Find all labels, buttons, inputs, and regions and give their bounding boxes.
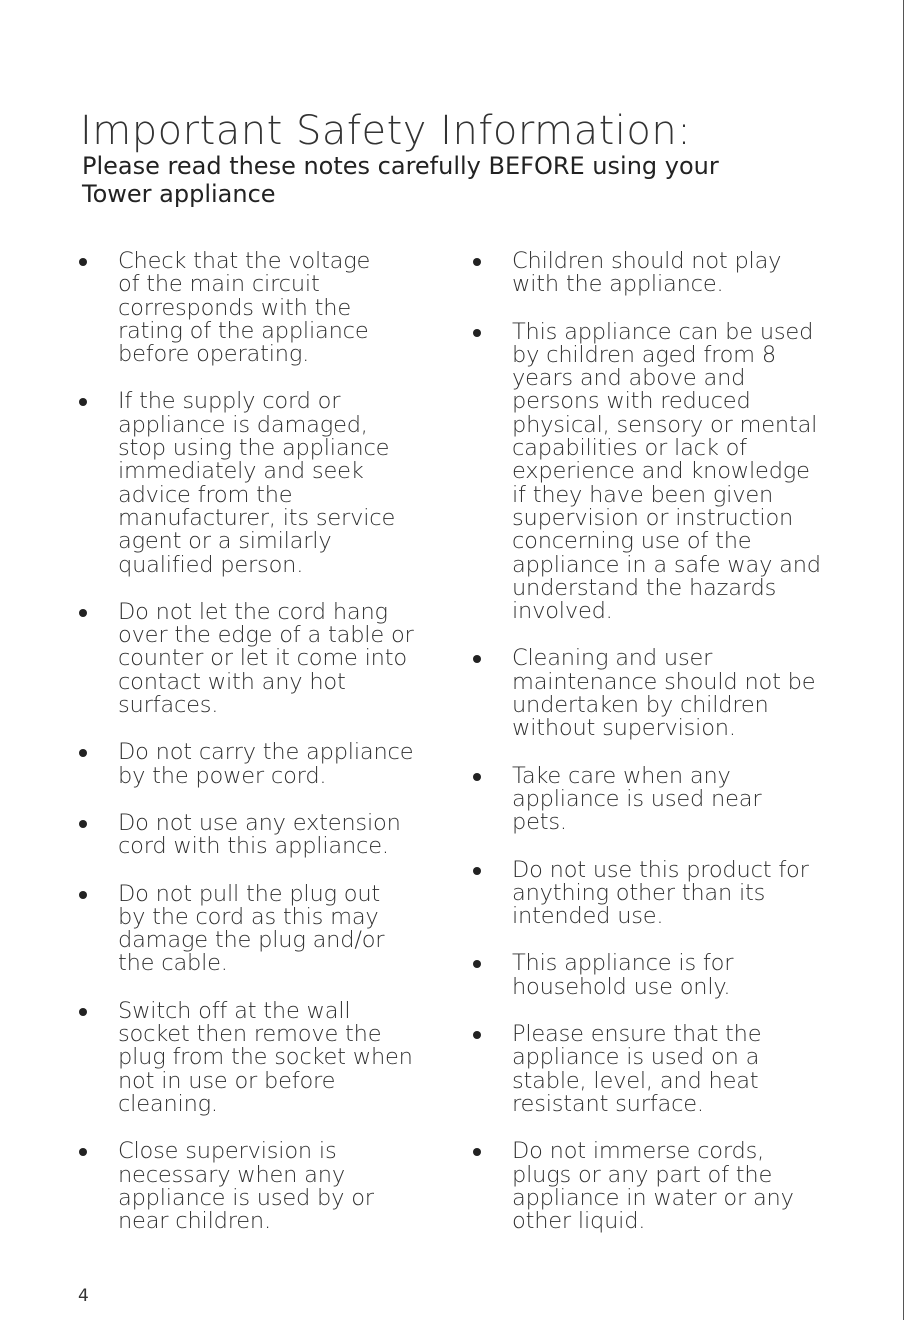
safety-item-immerse bbox=[470, 1140, 890, 1233]
safety-item-text: If the supply cord or appliance is damaged, stop using the appliance immediately and seek advice from the manufacturer, its service agent or a similarly qualified person. bbox=[118, 388, 396, 578]
safety-item-supervision bbox=[76, 1140, 436, 1233]
bullet-icon bbox=[473, 258, 481, 266]
safety-item-text: Check that the voltage of the main circuit corresponds with the rating of the appliance before operating. bbox=[118, 248, 371, 368]
bullet-icon bbox=[79, 891, 87, 899]
safety-item-text: This appliance is for household use only. bbox=[512, 950, 734, 1000]
safety-item-children-age bbox=[470, 318, 890, 625]
bullet-icon bbox=[473, 773, 481, 781]
safety-item-text: Close supervision is necessary when any appliance is used by or near children. bbox=[118, 1138, 374, 1235]
bullet-icon bbox=[79, 1008, 87, 1016]
safety-item-text: Take care when any appliance is used near pets. bbox=[512, 762, 762, 836]
bullet-icon bbox=[473, 655, 481, 663]
bullet-icon bbox=[473, 329, 481, 337]
bullet-icon bbox=[79, 258, 87, 266]
safety-item-children-play bbox=[470, 250, 890, 297]
bullet-icon bbox=[79, 749, 87, 757]
safety-item-pull-plug bbox=[76, 880, 436, 977]
safety-item-text: Switch off at the wall socket then remove the plug from the socket when not in use or before cleaning. bbox=[118, 997, 413, 1117]
safety-item-stable-surface bbox=[470, 1023, 890, 1116]
safety-item-cord-hang bbox=[76, 598, 436, 719]
safety-item-text: Do not carry the appliance by the power cord. bbox=[118, 739, 414, 789]
safety-item-text: Do not let the cord hang over the edge of a table or counter or let it come into contact with any hot surfaces. bbox=[118, 598, 414, 719]
safety-item-intended-use bbox=[470, 856, 890, 930]
safety-item-cleaning bbox=[470, 647, 890, 740]
safety-item-text: Cleaning and user maintenance should not be undertaken by children without supervision. bbox=[512, 645, 816, 742]
safety-item-text: Do not pull the plug out by the cord as this may damage the plug and/or the cable. bbox=[118, 880, 385, 977]
safety-item-switch-off bbox=[76, 997, 436, 1117]
bullet-icon bbox=[473, 960, 481, 968]
page-title: Important Safety Information: bbox=[80, 108, 692, 154]
safety-item-extension bbox=[76, 809, 436, 860]
bullet-icon bbox=[79, 609, 87, 617]
bullet-icon bbox=[79, 1148, 87, 1156]
left-safety-list bbox=[76, 250, 436, 1233]
safety-item-text: Please ensure that the appliance is used on a stable, level, and heat resistant surface. bbox=[512, 1021, 762, 1117]
bullet-icon bbox=[473, 867, 481, 875]
page-subtitle: Please read these notes carefully BEFORE using your Tower appliance bbox=[82, 152, 719, 208]
page-edge-divider bbox=[903, 0, 904, 1320]
bullet-icon bbox=[473, 1031, 481, 1039]
safety-item-text: This appliance can be used by children aged from 8 years and above and persons with reduced physical, sensory or mental capabilities or lack of experience and knowledge if they have been given supervision or instruction concerning use of the appliance in a safe way and understand the hazards involved. bbox=[512, 318, 821, 625]
bullet-icon bbox=[79, 820, 87, 828]
safety-item-text: Do not immerse cords, plugs or any part of the appliance in water or any other liquid. bbox=[512, 1138, 794, 1235]
safety-item-text: Do not use this product for anything other than its intended use. bbox=[512, 856, 809, 930]
bullet-icon bbox=[79, 398, 87, 406]
safety-item-text: Children should not play with the appliance. bbox=[512, 248, 782, 298]
bullet-icon bbox=[473, 1148, 481, 1156]
right-safety-list bbox=[470, 250, 890, 1233]
safety-item-carry bbox=[76, 741, 436, 788]
page-number: 4 bbox=[78, 1286, 89, 1306]
safety-item-damaged-cord bbox=[76, 390, 436, 576]
safety-item-voltage bbox=[76, 250, 436, 366]
safety-item-household bbox=[470, 952, 890, 999]
safety-item-text: Do not use any extension cord with this appliance. bbox=[118, 809, 401, 860]
safety-item-pets bbox=[470, 762, 890, 836]
